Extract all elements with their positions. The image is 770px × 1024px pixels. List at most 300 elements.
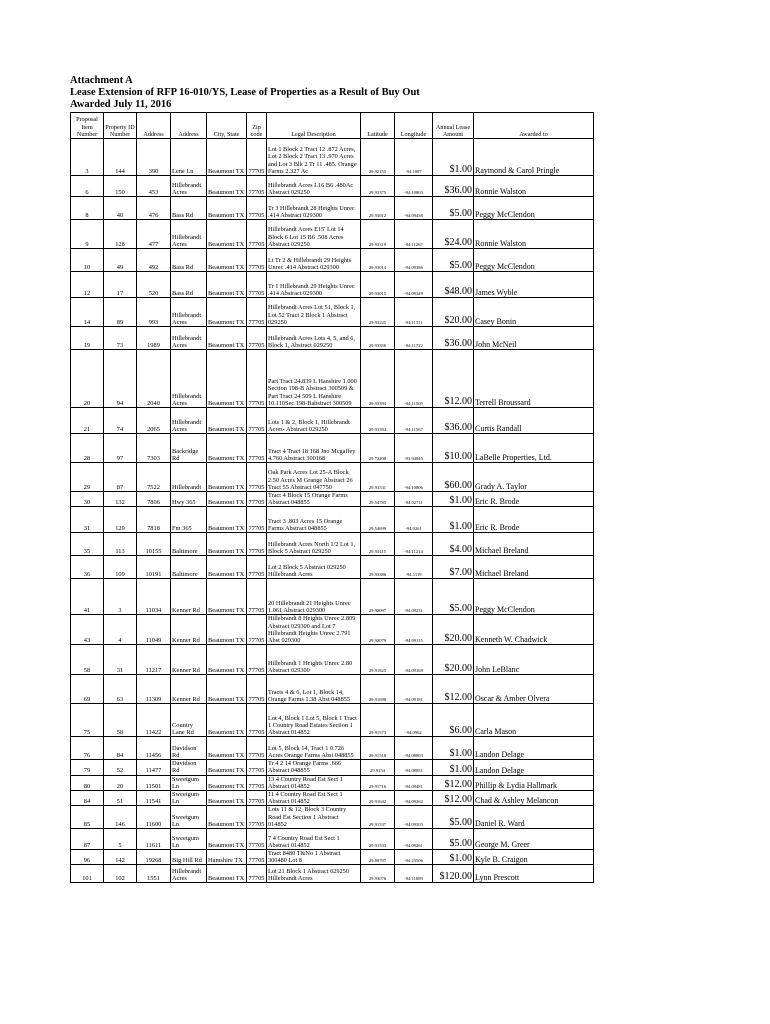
latitude-cell: 29.91698 — [361, 675, 395, 704]
lease-amount-cell: $12.00 — [433, 350, 474, 408]
property-id-cell: 128 — [104, 220, 137, 249]
address-number-cell: 19268 — [137, 850, 171, 865]
longitude-cell: -94.11214 — [395, 533, 433, 556]
address-number-cell: 477 — [137, 220, 171, 249]
latitude-cell: 29.93531 — [361, 463, 395, 492]
table-row — [71, 327, 594, 350]
property-id-cell: 132 — [104, 492, 137, 507]
zip-code-cell: 77705 — [247, 220, 267, 249]
street-cell: Hillebrandt Acres — [171, 350, 207, 408]
city-state-cell: Beaumont TX — [207, 737, 247, 760]
longitude-cell: -94.08851 — [395, 760, 433, 775]
legal-description-cell: Part Tract 24.839 L Hanshire 1.000 Section 198-B Abstract 300509 & Part Tract 24 509 L Hanshire 10.110Sec 198-Babstract 300509 — [267, 350, 361, 408]
table-row — [71, 829, 594, 850]
city-state-cell: Beaumont TX — [207, 139, 247, 176]
city-state-cell: Beaumont TX — [207, 197, 247, 220]
latitude-cell: 29.54785 — [361, 492, 395, 507]
property-id-cell: 49 — [104, 249, 137, 272]
property-id-cell: 51 — [104, 791, 137, 806]
longitude-cell: -94.11889 — [395, 865, 433, 883]
header-address: Address — [171, 113, 207, 139]
property-id-cell: 52 — [104, 760, 137, 775]
longitude-cell: -94.08803 — [395, 737, 433, 760]
proposal-item-cell: 36 — [71, 556, 104, 579]
awarded-to-cell: Oscar & Amber Olvera — [474, 675, 594, 704]
proposal-item-cell: 35 — [71, 533, 104, 556]
latitude-cell: 29.92155 — [361, 139, 395, 176]
longitude-cell: -94.02711 — [395, 492, 433, 507]
property-id-cell: 73 — [104, 327, 137, 350]
address-number-cell: 10191 — [137, 556, 171, 579]
street-cell: Fm 365 — [171, 507, 207, 533]
city-state-cell: Beaumont TX — [207, 176, 247, 197]
zip-code-cell: 77705 — [247, 704, 267, 737]
awarded-to-cell: Peggy McClendon — [474, 197, 594, 220]
longitude-cell: -94.09115 — [395, 615, 433, 645]
longitude-cell: -94.09481 — [395, 775, 433, 790]
legal-description-cell: Lot 5, Block 14, Tract 1 0.726 Acres Orange Farms Abst 048855 — [267, 737, 361, 760]
lease-amount-cell: $6.00 — [433, 704, 474, 737]
proposal-item-cell: 79 — [71, 760, 104, 775]
longitude-cell: -94.0261 — [395, 507, 433, 533]
latitude-cell: 29.91573 — [361, 704, 395, 737]
awarded-to-cell: Peggy McClendon — [474, 579, 594, 615]
city-state-cell: Beaumont TX — [207, 533, 247, 556]
header-awarded-to: Awarded to — [474, 113, 594, 139]
table-row — [71, 791, 594, 806]
street-cell: Hwy 365 — [171, 492, 207, 507]
proposal-item-cell: 85 — [71, 806, 104, 829]
header-proposal-item: Proposal Item Number — [71, 113, 104, 139]
proposal-item-cell: 19 — [71, 327, 104, 350]
latitude-cell: 29.93375 — [361, 176, 395, 197]
property-id-cell: 113 — [104, 533, 137, 556]
property-id-cell: 84 — [104, 737, 137, 760]
header-property-id: Property ID Number — [104, 113, 137, 139]
lease-amount-cell: $1.00 — [433, 760, 474, 775]
street-cell: Hillebrandt Acres — [171, 327, 207, 350]
attachment-label: Attachment A — [70, 75, 133, 86]
latitude-cell: 29.93012 — [361, 197, 395, 220]
address-number-cell: 390 — [137, 139, 171, 176]
longitude-cell: -94.09349 — [395, 272, 433, 298]
zip-code-cell: 77705 — [247, 556, 267, 579]
awarded-to-cell: Peggy McClendon — [474, 249, 594, 272]
proposal-item-cell: 101 — [71, 865, 104, 883]
longitude-cell: -94.11505 — [395, 350, 433, 408]
property-id-cell: 129 — [104, 507, 137, 533]
latitude-cell: 29.72208 — [361, 434, 395, 463]
latitude-cell: 29.93386 — [361, 556, 395, 579]
legal-description-cell: Lot 2 Block 5 Abstract 029250 Hillebrandt Acres — [267, 556, 361, 579]
longitude-cell: -94.09231 — [395, 579, 433, 615]
latitude-cell: 29.91533 — [361, 829, 395, 850]
property-id-cell: 31 — [104, 645, 137, 675]
zip-code-cell: 77705 — [247, 408, 267, 434]
awarded-to-cell: Curtis Randall — [474, 408, 594, 434]
latitude-cell: 29.91537 — [361, 806, 395, 829]
proposal-item-cell: 30 — [71, 492, 104, 507]
proposal-item-cell: 10 — [71, 249, 104, 272]
latitude-cell: 29.93415 — [361, 533, 395, 556]
table-row — [71, 197, 594, 220]
street-cell: Sweetgum Ln — [171, 791, 207, 806]
street-cell: Hillebrandt Acres — [171, 220, 207, 249]
latitude-cell: 29.93014 — [361, 249, 395, 272]
latitude-cell: 29.80707 — [361, 850, 395, 865]
city-state-cell: Beaumont TX — [207, 298, 247, 327]
lease-amount-cell: $5.00 — [433, 197, 474, 220]
latitude-cell: 29.92079 — [361, 615, 395, 645]
property-id-cell: 97 — [104, 434, 137, 463]
latitude-cell: 29.54699 — [361, 507, 395, 533]
zip-code-cell: 77705 — [247, 298, 267, 327]
legal-description-cell: 20 Hillebrandt 21 Heights Unrec 1.061 Abstract 029300 — [267, 579, 361, 615]
proposal-item-cell: 14 — [71, 298, 104, 327]
property-id-cell: 102 — [104, 865, 137, 883]
table-row — [71, 507, 594, 533]
legal-description-cell: Tract 4 Tract 18 168 Jno Mcgaffey 4.760 Abstract 300168 — [267, 434, 361, 463]
latitude-cell: 29.93394 — [361, 350, 395, 408]
address-number-cell: 11309 — [137, 675, 171, 704]
latitude-cell: 29.93076 — [361, 865, 395, 883]
city-state-cell: Beaumont TX — [207, 829, 247, 850]
zip-code-cell: 77705 — [247, 645, 267, 675]
longitude-cell: -94.1087 — [395, 139, 433, 176]
address-number-cell: 11049 — [137, 615, 171, 645]
table-row — [71, 139, 594, 176]
table-row — [71, 806, 594, 829]
awarded-to-cell: Kyle B. Craigon — [474, 850, 594, 865]
longitude-cell: -93.94045 — [395, 434, 433, 463]
table-row — [71, 249, 594, 272]
longitude-cell: -94.09169 — [395, 645, 433, 675]
address-number-cell: 11477 — [137, 760, 171, 775]
proposal-item-cell: 84 — [71, 791, 104, 806]
address-number-cell: 11501 — [137, 775, 171, 790]
header-zip: Zip code — [247, 113, 267, 139]
legal-description-cell: 13 4 Country Road Est Sect 1 Abstract 014852 — [267, 775, 361, 790]
proposal-item-cell: 20 — [71, 350, 104, 408]
address-number-cell: 11541 — [137, 791, 171, 806]
property-id-cell: 5 — [104, 829, 137, 850]
latitude-cell: 29.93394 — [361, 408, 395, 434]
zip-code-cell: 77705 — [247, 139, 267, 176]
awarded-to-cell: James Wyble — [474, 272, 594, 298]
latitude-cell: 29.93015 — [361, 272, 395, 298]
table-row — [71, 645, 594, 675]
city-state-cell: Beaumont TX — [207, 645, 247, 675]
longitude-cell: -94.09181 — [395, 675, 433, 704]
address-number-cell: 993 — [137, 298, 171, 327]
table-row — [71, 350, 594, 408]
lease-amount-cell: $12.00 — [433, 775, 474, 790]
lease-amount-cell: $5.00 — [433, 806, 474, 829]
property-id-cell: 142 — [104, 850, 137, 865]
awarded-to-cell: Phillip & Lydia Hallmark — [474, 775, 594, 790]
legal-description-cell: Hillebrandt Acres Lots 4, 5, and 6, Block 1, Abstract 029250 — [267, 327, 361, 350]
header-latitude: Latitude — [361, 113, 395, 139]
city-state-cell: Beaumont TX — [207, 249, 247, 272]
city-state-cell: Beaumont TX — [207, 327, 247, 350]
zip-code-cell: 77705 — [247, 760, 267, 775]
proposal-item-cell: 80 — [71, 775, 104, 790]
table-row — [71, 675, 594, 704]
lease-amount-cell: $1.00 — [433, 737, 474, 760]
table-row — [71, 579, 594, 615]
proposal-item-cell: 58 — [71, 645, 104, 675]
legal-description-cell: Lots 1 & 2, Block 1, Hillebrandt Acres- Abstract 029250 — [267, 408, 361, 434]
city-state-cell: Beaumont TX — [207, 791, 247, 806]
street-cell: Kenner Rd — [171, 675, 207, 704]
lease-table-body — [71, 139, 594, 883]
awarded-to-cell: Michael Breland — [474, 533, 594, 556]
street-cell: Bass Rd — [171, 249, 207, 272]
zip-code-cell: 77705 — [247, 197, 267, 220]
address-number-cell: 11422 — [137, 704, 171, 737]
proposal-item-cell: 76 — [71, 737, 104, 760]
latitude-cell: 29.93356 — [361, 327, 395, 350]
header-address-number: Address — [137, 113, 171, 139]
table-row — [71, 492, 594, 507]
legal-description-cell: Hillebrandt Acres L16 B6 .480Ac Abstract 029250 — [267, 176, 361, 197]
awarded-to-cell: Ronnie Walston — [474, 220, 594, 249]
city-state-cell: Beaumont TX — [207, 806, 247, 829]
proposal-item-cell: 69 — [71, 675, 104, 704]
lease-amount-cell: $120.00 — [433, 865, 474, 883]
awarded-to-cell: LaBelle Properties, Ltd. — [474, 434, 594, 463]
awarded-to-cell: John LeBlanc — [474, 645, 594, 675]
proposal-item-cell: 6 — [71, 176, 104, 197]
street-cell: Lene Ln — [171, 139, 207, 176]
street-cell: Baltimore — [171, 533, 207, 556]
street-cell: Kenner Rd — [171, 579, 207, 615]
city-state-cell: Beaumont TX — [207, 760, 247, 775]
lease-amount-cell: $60.00 — [433, 463, 474, 492]
header-city-state: City, State — [207, 113, 247, 139]
property-id-cell: 87 — [104, 463, 137, 492]
address-number-cell: 453 — [137, 176, 171, 197]
street-cell: Davidson Rd — [171, 737, 207, 760]
proposal-item-cell: 8 — [71, 197, 104, 220]
proposal-item-cell: 75 — [71, 704, 104, 737]
address-number-cell: 11611 — [137, 829, 171, 850]
zip-code-cell: 77705 — [247, 492, 267, 507]
legal-description-cell: Lot 21 Block 1 Abstract 029250 Hillebrandt Acres — [267, 865, 361, 883]
lease-amount-cell: $1.00 — [433, 492, 474, 507]
longitude-cell: -94.1119 — [395, 556, 433, 579]
city-state-cell: Beaumont TX — [207, 775, 247, 790]
awarded-to-cell: Eric R. Brode — [474, 507, 594, 533]
lease-amount-cell: $20.00 — [433, 615, 474, 645]
street-cell: Davidson Rd — [171, 760, 207, 775]
table-row — [71, 760, 594, 775]
awarded-to-cell: George M. Greer — [474, 829, 594, 850]
legal-description-cell: Lt Tr 2 & Hillebrandt 29 Heights Unrec .414 Abstract 029300 — [267, 249, 361, 272]
lease-amount-cell: $20.00 — [433, 645, 474, 675]
awarded-to-cell: Carla Mason — [474, 704, 594, 737]
award-date: Awarded July 11, 2016 — [70, 99, 172, 110]
lease-amount-cell: $5.00 — [433, 249, 474, 272]
awarded-to-cell: Lynn Prescott — [474, 865, 594, 883]
proposal-item-cell: 3 — [71, 139, 104, 176]
longitude-cell: -94.23506 — [395, 850, 433, 865]
legal-description-cell: Hillebrandt 1 Heights Unrec 2.80 Abstract 029300 — [267, 645, 361, 675]
proposal-item-cell: 21 — [71, 408, 104, 434]
lease-amount-cell: $7.00 — [433, 556, 474, 579]
proposal-item-cell: 28 — [71, 434, 104, 463]
proposal-item-cell: 43 — [71, 615, 104, 645]
awarded-to-cell: Daniel R. Ward — [474, 806, 594, 829]
city-state-cell: Beaumont TX — [207, 220, 247, 249]
address-number-cell: 476 — [137, 197, 171, 220]
address-number-cell: 520 — [137, 272, 171, 298]
proposal-item-cell: 31 — [71, 507, 104, 533]
street-cell: Sweetgum Ln — [171, 775, 207, 790]
city-state-cell: Beaumont TX — [207, 615, 247, 645]
city-state-cell: Beaumont TX — [207, 492, 247, 507]
legal-description-cell: 7 4 Country Road Est Sect 1 Abstract 014852 — [267, 829, 361, 850]
awarded-to-cell: Ronnie Walston — [474, 176, 594, 197]
property-id-cell: 3 — [104, 579, 137, 615]
lease-amount-cell: $4.00 — [433, 533, 474, 556]
table-row — [71, 704, 594, 737]
property-id-cell: 109 — [104, 556, 137, 579]
address-number-cell: 11456 — [137, 737, 171, 760]
lease-amount-cell: $36.00 — [433, 327, 474, 350]
zip-code-cell: 77705 — [247, 806, 267, 829]
legal-description-cell: Hillebrandt 8 Heights Unrec 2.809 Abstract 029300 and Lot 7 Hillebrandt Heights Unrec 2.791 Abst 029300 — [267, 615, 361, 645]
awarded-to-cell: Michael Breland — [474, 556, 594, 579]
legal-description-cell: Tr 3 Hillebrandt 28 Heights Unrec .414 Abstract 029300 — [267, 197, 361, 220]
lease-amount-cell: $10.00 — [433, 434, 474, 463]
zip-code-cell: 77705 — [247, 434, 267, 463]
awarded-to-cell: Eric R. Brode — [474, 492, 594, 507]
latitude-cell: 29.93319 — [361, 220, 395, 249]
proposal-item-cell: 12 — [71, 272, 104, 298]
legal-description-cell: Hillebrandt Acres E15' Lot 14 Block 6 Lot 15 B6 .508 Acres Abstract 029250 — [267, 220, 361, 249]
zip-code-cell: 77705 — [247, 176, 267, 197]
longitude-cell: -94.09262 — [395, 791, 433, 806]
longitude-cell: -94.09261 — [395, 829, 433, 850]
table-row — [71, 865, 594, 883]
legal-description-cell: Hillebrandt Acres Lot 51, Block 1, Lot 52 Tract 2 Block 1 Abstract 029250 — [267, 298, 361, 327]
street-cell: Bass Rd — [171, 272, 207, 298]
city-state-cell: Beaumont TX — [207, 408, 247, 434]
address-number-cell: 11600 — [137, 806, 171, 829]
longitude-cell: -94.11511 — [395, 298, 433, 327]
lease-amount-cell: $1.00 — [433, 850, 474, 865]
zip-code-cell: 77705 — [247, 579, 267, 615]
proposal-item-cell: 41 — [71, 579, 104, 615]
city-state-cell: Beaumont TX — [207, 272, 247, 298]
table-row — [71, 533, 594, 556]
city-state-cell: Beaumont TX — [207, 434, 247, 463]
legal-description-cell: Tract 8480 T&No 1 Abstract 300480 Lot 8 — [267, 850, 361, 865]
zip-code-cell: 77705 — [247, 737, 267, 760]
latitude-cell: 29.93225 — [361, 298, 395, 327]
city-state-cell: Beaumont TX — [207, 704, 247, 737]
zip-code-cell: 77705 — [247, 791, 267, 806]
address-number-cell: 7818 — [137, 507, 171, 533]
property-id-cell: 150 — [104, 176, 137, 197]
zip-code-cell: 77705 — [247, 675, 267, 704]
proposal-item-cell: 87 — [71, 829, 104, 850]
legal-description-cell: Tr 1 Hillebrandt 29 Heights Unrec .414 Abstract 029300 — [267, 272, 361, 298]
city-state-cell: Beaumont TX — [207, 865, 247, 883]
lease-amount-cell: $24.00 — [433, 220, 474, 249]
street-cell: Hillebrandt Acres — [171, 298, 207, 327]
table-row — [71, 463, 594, 492]
zip-code-cell: 77705 — [247, 775, 267, 790]
address-number-cell: 2040 — [137, 350, 171, 408]
document-subject: Lease Extension of RFP 16-010/YS, Lease of Properties as a Result of Buy Out — [70, 87, 420, 98]
zip-code-cell: 77705 — [247, 507, 267, 533]
zip-code-cell: 77705 — [247, 829, 267, 850]
legal-description-cell: 11 4 Country Road Est Sect 1 Abstract 014852 — [267, 791, 361, 806]
property-id-cell: 146 — [104, 806, 137, 829]
address-number-cell: 1551 — [137, 865, 171, 883]
street-cell: Sweetgum Ln — [171, 829, 207, 850]
property-id-cell: 40 — [104, 197, 137, 220]
property-id-cell: 94 — [104, 350, 137, 408]
street-cell: Country Lane Rd — [171, 704, 207, 737]
property-id-cell: 74 — [104, 408, 137, 434]
legal-description-cell: Lots 11 & 12, Block 3 Country Road Est Section 1 Abstract 014852 — [267, 806, 361, 829]
property-id-cell: 20 — [104, 775, 137, 790]
awarded-to-cell: Raymond & Carol Pringle — [474, 139, 594, 176]
legal-description-cell: Tracts 4 & 6, Lot 1, Block 14, Orange Farms 1.38 Abst 048855 — [267, 675, 361, 704]
longitude-cell: -94.10803 — [395, 176, 433, 197]
longitude-cell: -94.11567 — [395, 408, 433, 434]
address-number-cell: 11217 — [137, 645, 171, 675]
table-row — [71, 850, 594, 865]
awarded-to-cell: Kenneth W. Chadwick — [474, 615, 594, 645]
street-cell: Hillebrandt Acres — [171, 408, 207, 434]
lease-table — [70, 112, 594, 883]
city-state-cell: Beaumont TX — [207, 579, 247, 615]
lease-amount-cell: $12.00 — [433, 675, 474, 704]
address-number-cell: 11034 — [137, 579, 171, 615]
legal-description-cell: Tract 3 .803 Acres 15 Orange Farms Abstract 048855 — [267, 507, 361, 533]
awarded-to-cell: Chad & Ashley Melancon — [474, 791, 594, 806]
lease-amount-cell: $36.00 — [433, 408, 474, 434]
table-row — [71, 737, 594, 760]
city-state-cell: Hamshire TX — [207, 850, 247, 865]
property-id-cell: 89 — [104, 298, 137, 327]
awarded-to-cell: Casey Bonin — [474, 298, 594, 327]
table-row — [71, 298, 594, 327]
longitude-cell: -94.09386 — [395, 249, 433, 272]
city-state-cell: Beaumont TX — [207, 556, 247, 579]
lease-amount-cell: $36.00 — [433, 176, 474, 197]
zip-code-cell: 77705 — [247, 533, 267, 556]
property-id-cell: 58 — [104, 704, 137, 737]
zip-code-cell: 77705 — [247, 463, 267, 492]
table-row — [71, 434, 594, 463]
legal-description-cell: Hillebrandt Acres North 1/2 Lot 1, Block 5 Abstract 029250 — [267, 533, 361, 556]
header-annual-lease-amount: Annual Lease Amount — [433, 113, 474, 139]
legal-description-cell: Lot 4, Block 1 Lot 5, Block 1 Tract 1 Country Road Estates Section 1 Abstract 014852 — [267, 704, 361, 737]
city-state-cell: Beaumont TX — [207, 350, 247, 408]
proposal-item-cell: 96 — [71, 850, 104, 865]
street-cell: Hillebrandt — [171, 463, 207, 492]
latitude-cell: 29.92097 — [361, 579, 395, 615]
table-row — [71, 176, 594, 197]
street-cell: Backridge Rd — [171, 434, 207, 463]
lease-amount-cell: $5.00 — [433, 579, 474, 615]
proposal-item-cell: 29 — [71, 463, 104, 492]
